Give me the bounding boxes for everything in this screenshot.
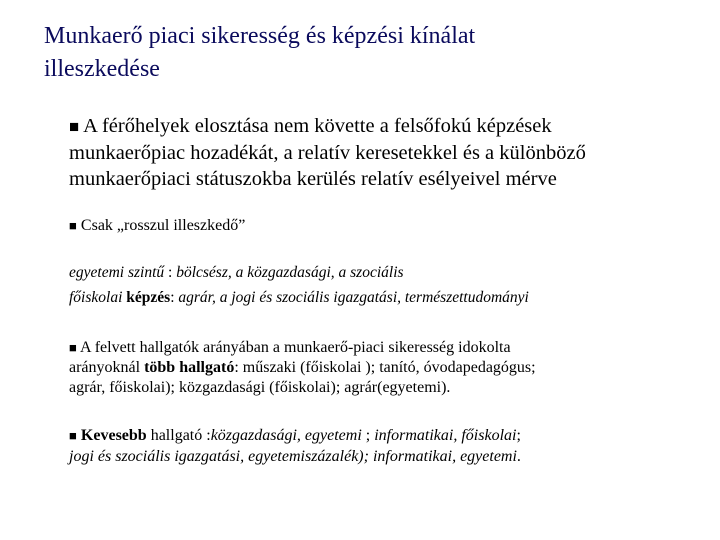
university-sep: : [168, 264, 173, 281]
point-fewer-students [69, 425, 709, 467]
square-bullet-icon: ■ [69, 117, 80, 136]
college-sep: : [170, 289, 175, 306]
college-label: főiskolai [69, 289, 123, 306]
point3-line1: A felvett hallgatók arányában a munkaerő-piaci sikeresség idokolta [80, 339, 511, 356]
point3-line2-pre: arányoknál [69, 359, 141, 376]
point4-line2-italic: jogi és szociális igazgatási, egyetemiszázalék); informatikai, egyetemi [69, 448, 517, 465]
university-line [69, 260, 709, 285]
point2-label: Csak „rosszul illeszkedő” [80, 217, 246, 234]
point4-italic2: informatikai, főiskolai [374, 427, 517, 444]
point1-line1: A férőhelyek elosztása nem követte a felsőfokú képzések [83, 115, 552, 137]
college-list: agrár, a jogi és szociális igazgatási, természettudományi [178, 289, 529, 306]
point1-line2: munkaerőpiac hozadékát, a relatív keresetekkel és a különböző [69, 142, 586, 164]
point4-line2-end: . [516, 448, 521, 465]
poorly-fitting-details [69, 260, 709, 310]
square-bullet-icon: ■ [69, 218, 77, 233]
point-placement-distribution [69, 113, 709, 192]
point-poorly-fitting [69, 215, 709, 237]
point-more-students [69, 338, 709, 398]
point1-line3: munkaerőpiaci státuszokba kerülés relatív esélyeivel mérve [69, 168, 557, 190]
university-list: bölcsész, a közgazdasági, a szociális [176, 264, 404, 281]
point4-bold: Kevesebb [80, 427, 147, 444]
square-bullet-icon: ■ [69, 428, 77, 443]
point4-colon: : [206, 427, 211, 444]
point4-normal: hallgató [150, 427, 203, 444]
college-line [69, 285, 709, 310]
point3-line2-post: : műszaki (főiskolai ); tanító, óvodapedagógus; [234, 359, 536, 376]
point4-sep1: ; [365, 427, 371, 444]
slide-title-line2: illeszkedése [44, 56, 160, 82]
square-bullet-icon: ■ [69, 340, 77, 355]
university-label: egyetemi szintű [69, 264, 165, 281]
college-bold: képzés [126, 289, 171, 306]
slide-title-line1: Munkaerő piaci sikeresség és képzési kínálat [44, 23, 476, 49]
point4-italic1: közgazdasági, egyetemi [210, 427, 362, 444]
point3-line3: agrár, főiskolai); közgazdasági (főiskolai); agrár(egyetemi). [69, 379, 451, 396]
slide-title [44, 20, 684, 86]
point4-sep2: ; [516, 427, 521, 444]
point3-line2-bold: több hallgató [144, 359, 235, 376]
